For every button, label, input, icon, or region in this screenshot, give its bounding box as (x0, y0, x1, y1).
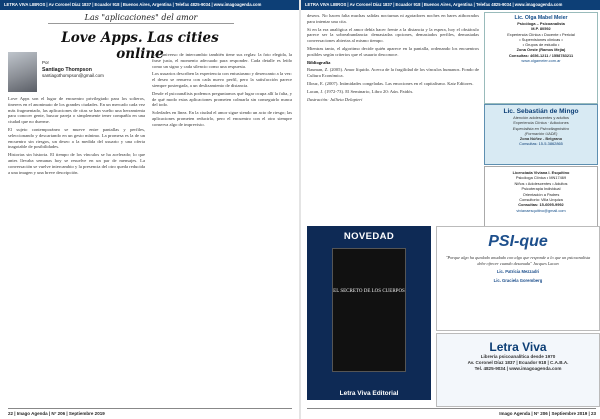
author-photo (8, 52, 37, 92)
article-column-1 (8, 96, 145, 406)
section-title: Las "aplicaciones" del amor (48, 13, 234, 24)
author-info (42, 60, 104, 80)
right-page-header: LETRA VIVA LIBROS | Av Coronel Díaz 1837 | Ecuador 918 | Buenos Aires, Argentina | Telefax 4825-9034 | www.imagoagenda.com (301, 0, 600, 10)
ad-phone: Consultas: 15-5-3862865 (519, 141, 563, 147)
psique-professional: Lic. Graciela Goremberg (493, 277, 543, 283)
ad-title: Lic. Olga Mabel Meier (514, 15, 568, 21)
bibliography-entry: Bauman, Z. (2005). Amor líquido. Acerca de la fragilidad de los vínculos humanos. Fondo de Cultura Económica. (307, 67, 479, 79)
paragraph: Este universo de intercambio también tiene sus reglas: la foto elegida, la frase justa, el momento adecuado para responder. Cada detalle es leído como un signo y cada silencio como una respuesta. (152, 52, 292, 69)
ad-line: • Grupos de estudio • (522, 42, 560, 48)
psique-logo: PSI-que (488, 233, 548, 250)
book-cover (332, 248, 406, 372)
ad-line: Psicoterapia Individual (521, 186, 561, 192)
paragraph: Si en la era analógica el amor debía hacer frente a la distancia y la espera, hoy el obstáculo parece ser la sobreabundancia: demasiadas opciones, demasiados perfiles, demasiadas conversaciones abiertas al mismo tiempo. (307, 26, 479, 44)
left-page-header: LETRA VIVA LIBROS | Av Coronel Díaz 1837 | Ecuador 918 | Buenos Aires, Argentina | Telefax 4825-9034 | www.imagoagenda.com (0, 0, 303, 10)
ad-line: Consultorio: Villa Urquiza (519, 197, 563, 203)
paragraph: Love Apps son el lugar de encuentro privilegiado para los solteros, tinerers en el anonimato de los grandes ciudades. En un mercado cada vez más fragmentado, las aplicaciones de citas se han vuelto una herramienta para conocer gente, buscar pareja o simplemente tener compañía en una ciudad que no duerme. (8, 96, 145, 125)
book-title: EL SECRETO DE LOS CUERPOS (333, 289, 405, 294)
ad-title: Lic. Sebastián de Mingo (503, 108, 579, 115)
paragraph: Mientras tanto, el algoritmo decide quién aparece en la pantalla, ordenando los encuentros posibles según criterios que el usuario desconoce. (307, 45, 479, 57)
right-page-footer: Imago Agenda | N° 206 | Septiembre 2019 | 23 (307, 408, 596, 419)
bibliography-entry: Illouz, E. (2007). Intimidades congeladas. Las emociones en el capitalismo. Katz Editores. (307, 80, 474, 86)
book-ad-novedad (307, 226, 431, 400)
bibliography-entry: Lacan, J. (1972-73). El Seminario, Libro 20: Aún. Paidós. (307, 88, 414, 94)
ad-phone: Consultas: 4656-1211 / 1558783211 (508, 52, 574, 58)
ad-line: Experiencia Clínica • Docente • Pericial (507, 31, 575, 37)
psique-professional: Lic. Patricia Mezzadri (496, 269, 540, 275)
ad-zone: Zona Núñez - Belgrano (519, 136, 563, 142)
paragraph: Desde el psicoanálisis podemos preguntarnos qué lugar ocupa allí la falta, y de qué modo estas aplicaciones prometen colmarla sin conseguirlo nunca del todo. (152, 90, 292, 108)
ad-line: Atención adolescentes y adultos (513, 115, 569, 120)
page-gutter (299, 0, 301, 419)
article-column-2 (152, 52, 292, 406)
ad-psique (436, 226, 600, 331)
ad-line: Psicóloga Clínica • MN17469 (515, 175, 567, 181)
ad-line: Orientación a Padres (522, 191, 560, 197)
paragraph: Historias sin historia. El tiempo de los vínculos se ha acelerado; lo que antes llevaba semanas hoy se resuelve en un par de mensajes. La conversación se vuelve intercambio y la presencia del otro queda reducida a una imagen y una breve descripción. (8, 152, 145, 175)
paragraph: deseos. No hacen falta muchas salidas nocturnas ni agotadores noches en bares atiborrados para intentar una cita. (307, 13, 479, 24)
author-label: Por (42, 60, 50, 65)
article-column-3 (307, 13, 479, 223)
ad-sebastian-de-mingo (484, 104, 598, 165)
paragraph: El sujeto contemporáneo se mueve entre pantallas y perfiles, seleccionando y descartando en un gesto mínimo. La promesa es la de un encuentro sin riesgos, un deseo a la medida del usuario y una oferta inagotable de posibilidades. (8, 126, 145, 150)
ad-line: (Formación UADE) (524, 130, 558, 136)
author-block (8, 52, 128, 92)
ad-line: Experiencia Clínica · Adicciones (513, 120, 569, 126)
ad-letra-viva (436, 333, 600, 407)
ad-viviana-esquitino (484, 166, 598, 232)
novedad-label: NOVEDAD (343, 231, 395, 242)
ad-line: Niños • Adolescentes • Adultos (514, 180, 568, 186)
letra-viva-line: Tel. 4825-9034 | www.imagoagenda.com (474, 366, 562, 371)
paragraph: Soledades en línea. En la ciudad el amor sigue siendo un acto de riesgo; las aplicaciones prometen reducirlo, pero el encuentro con el otro siempre conserva algo de imprevisto. (152, 110, 292, 127)
ad-email[interactable]: vivianaesquitino@gmail.com (516, 207, 566, 213)
letra-viva-line: Av. Coronel Díaz 1837 | Ecuador 918 | C.A.B.A. (467, 360, 569, 365)
ad-subtitle: Psicóloga – Psicoanalista (517, 21, 565, 26)
ad-title: Licenciada Viviana I. Esquitino (512, 170, 570, 175)
publisher-name: Letra Viva Editorial (339, 390, 399, 397)
ad-line: • Supervisiones clínicas • (519, 36, 563, 42)
ad-zone: Zona Oeste (Ramos Mejía) (516, 47, 566, 53)
ad-olga-meier (484, 12, 598, 104)
ad-phone: Consultas: 15-6095-9992 (518, 202, 564, 208)
psique-quote: "Porque algo ha quedado anudado con algo que responde a lo que un psicoanalista debe ofrecer cuando desanuda" Jacques Lacan (445, 255, 591, 266)
letra-viva-title: Letra Viva (489, 340, 547, 354)
illustration-credit: Ilustración: Jullieta Delapieri (307, 96, 363, 102)
left-page-footer: 22 | Imago Agenda | N° 206 | Septiembre 2019 (8, 408, 292, 419)
ad-license: M.P. 80592 (531, 26, 551, 32)
ad-line: Especialista en Psicodiagnóstico (512, 125, 570, 131)
bibliography-title: Bibliografía (307, 59, 331, 65)
article-headline: Love Apps. Las cities online (61, 30, 219, 62)
author-email[interactable]: santiagothompson@gmail.com (42, 73, 104, 78)
author-name: Santiago Thompson (42, 66, 92, 73)
letra-viva-line: Librería psicoanalítica desde 1970 (480, 354, 556, 359)
ad-website[interactable]: www.olgameier.com.ar (521, 58, 561, 64)
paragraph: Los usuarios describen la experiencia con entusiasmo y desencanto a la vez: el deseo se renueva con cada nuevo perfil, pero la satisfacción parece siempre postergada, a un deslizamiento de distancia. (152, 71, 292, 88)
